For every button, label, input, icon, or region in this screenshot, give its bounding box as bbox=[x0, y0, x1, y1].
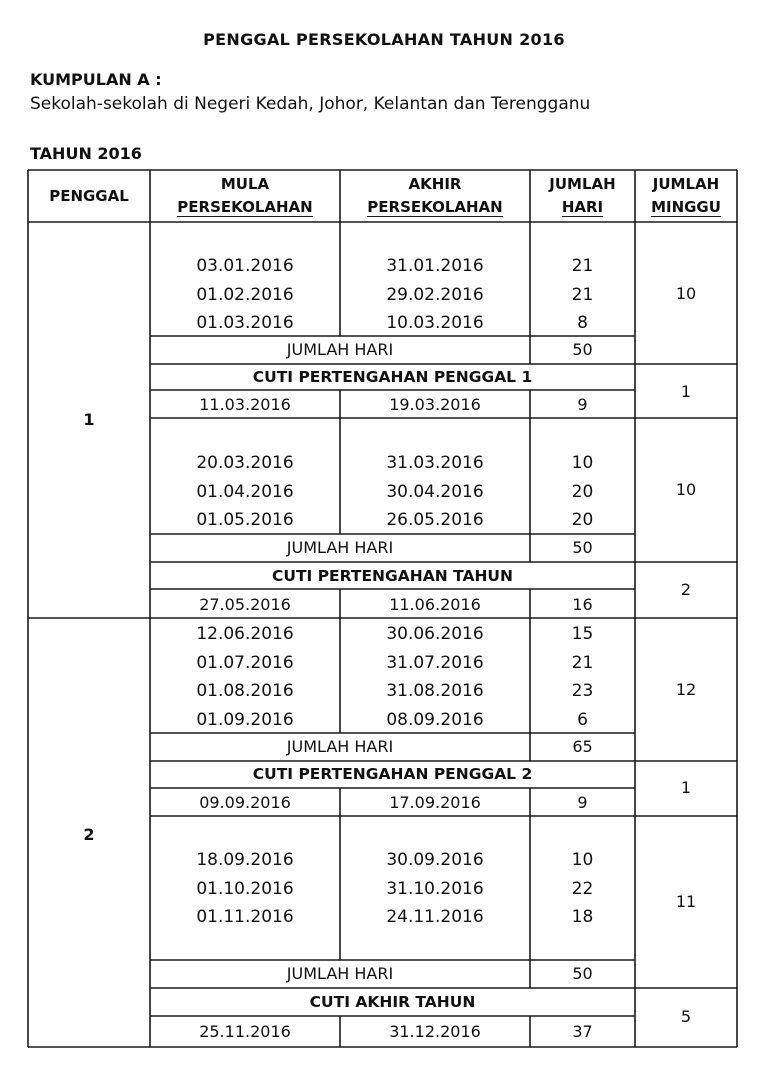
block-3-akhir: 30.06.2016 31.07.2016 31.08.2016 08.09.2016 bbox=[386, 624, 484, 730]
block-3-minggu: 12 bbox=[675, 680, 697, 699]
group-label: KUMPULAN A : bbox=[30, 70, 162, 89]
header-mula: MULA PERSEKOLAHAN bbox=[177, 175, 313, 216]
break-3-akhir: 17.09.2016 bbox=[389, 793, 481, 812]
header-akhir: AKHIR PERSEKOLAHAN bbox=[367, 175, 503, 216]
document-title: PENGGAL PERSEKOLAHAN TAHUN 2016 bbox=[203, 30, 565, 49]
break-1-hari: 9 bbox=[577, 395, 588, 414]
block-4-jumlah-value: 50 bbox=[572, 964, 593, 983]
block-2-hari: 10 20 20 bbox=[571, 453, 594, 530]
break-1-title: CUTI PERTENGAHAN PENGGAL 1 bbox=[252, 368, 533, 386]
break-1-mula: 11.03.2016 bbox=[199, 395, 291, 414]
break-2-hari: 16 bbox=[572, 595, 593, 614]
block-1-akhir: 31.01.2016 29.02.2016 10.03.2016 bbox=[386, 256, 484, 333]
header-penggal: PENGGAL bbox=[49, 187, 129, 205]
block-4-jumlah-label: JUMLAH HARI bbox=[286, 964, 394, 983]
block-2-mula: 20.03.2016 01.04.2016 01.05.2016 bbox=[196, 453, 294, 530]
block-4-minggu: 11 bbox=[675, 892, 697, 911]
break-3-title: CUTI PERTENGAHAN PENGGAL 2 bbox=[252, 765, 533, 783]
block-1-jumlah-value: 50 bbox=[572, 340, 593, 359]
break-1-minggu: 1 bbox=[680, 382, 692, 401]
year-label: TAHUN 2016 bbox=[30, 144, 142, 163]
block-2-akhir: 31.03.2016 30.04.2016 26.05.2016 bbox=[386, 453, 484, 530]
penggal-2-label: 2 bbox=[83, 825, 95, 844]
block-2-jumlah-value: 50 bbox=[572, 538, 593, 557]
block-4-mula: 18.09.2016 01.10.2016 01.11.2016 bbox=[196, 850, 294, 927]
block-3-jumlah-value: 65 bbox=[572, 737, 593, 756]
break-3-hari: 9 bbox=[577, 793, 588, 812]
block-4-hari: 10 22 18 bbox=[571, 850, 594, 927]
penggal-1-label: 1 bbox=[83, 410, 95, 429]
break-1-akhir: 19.03.2016 bbox=[389, 395, 481, 414]
break-4-akhir: 31.12.2016 bbox=[389, 1022, 481, 1041]
block-1-hari: 21 21 8 bbox=[571, 256, 594, 333]
block-3-jumlah-label: JUMLAH HARI bbox=[286, 737, 394, 756]
block-3-mula: 12.06.2016 01.07.2016 01.08.2016 01.09.2016 bbox=[196, 624, 294, 730]
header-jumlah-hari: JUMLAH HARI bbox=[549, 175, 616, 216]
block-1-jumlah-label: JUMLAH HARI bbox=[286, 340, 394, 359]
break-4-title: CUTI AKHIR TAHUN bbox=[309, 993, 476, 1011]
block-4-akhir: 30.09.2016 31.10.2016 24.11.2016 bbox=[386, 850, 484, 927]
break-3-minggu: 1 bbox=[680, 778, 692, 797]
states-line: Sekolah-sekolah di Negeri Kedah, Johor, Kelantan dan Terengganu bbox=[30, 94, 591, 114]
header-jumlah-minggu: JUMLAH MINGGU bbox=[651, 175, 721, 216]
break-3-mula: 09.09.2016 bbox=[199, 793, 291, 812]
block-3-hari: 15 21 23 6 bbox=[571, 624, 594, 730]
break-2-minggu: 2 bbox=[680, 580, 692, 599]
break-2-title: CUTI PERTENGAHAN TAHUN bbox=[272, 567, 513, 585]
break-4-hari: 37 bbox=[572, 1022, 593, 1041]
break-2-mula: 27.05.2016 bbox=[199, 595, 291, 614]
break-4-mula: 25.11.2016 bbox=[199, 1022, 291, 1041]
block-2-jumlah-label: JUMLAH HARI bbox=[286, 538, 394, 557]
break-2-akhir: 11.06.2016 bbox=[389, 595, 481, 614]
block-1-minggu: 10 bbox=[675, 284, 697, 303]
break-4-minggu: 5 bbox=[680, 1007, 692, 1026]
block-1-mula: 03.01.2016 01.02.2016 01.03.2016 bbox=[196, 256, 294, 333]
block-2-minggu: 10 bbox=[675, 480, 697, 499]
